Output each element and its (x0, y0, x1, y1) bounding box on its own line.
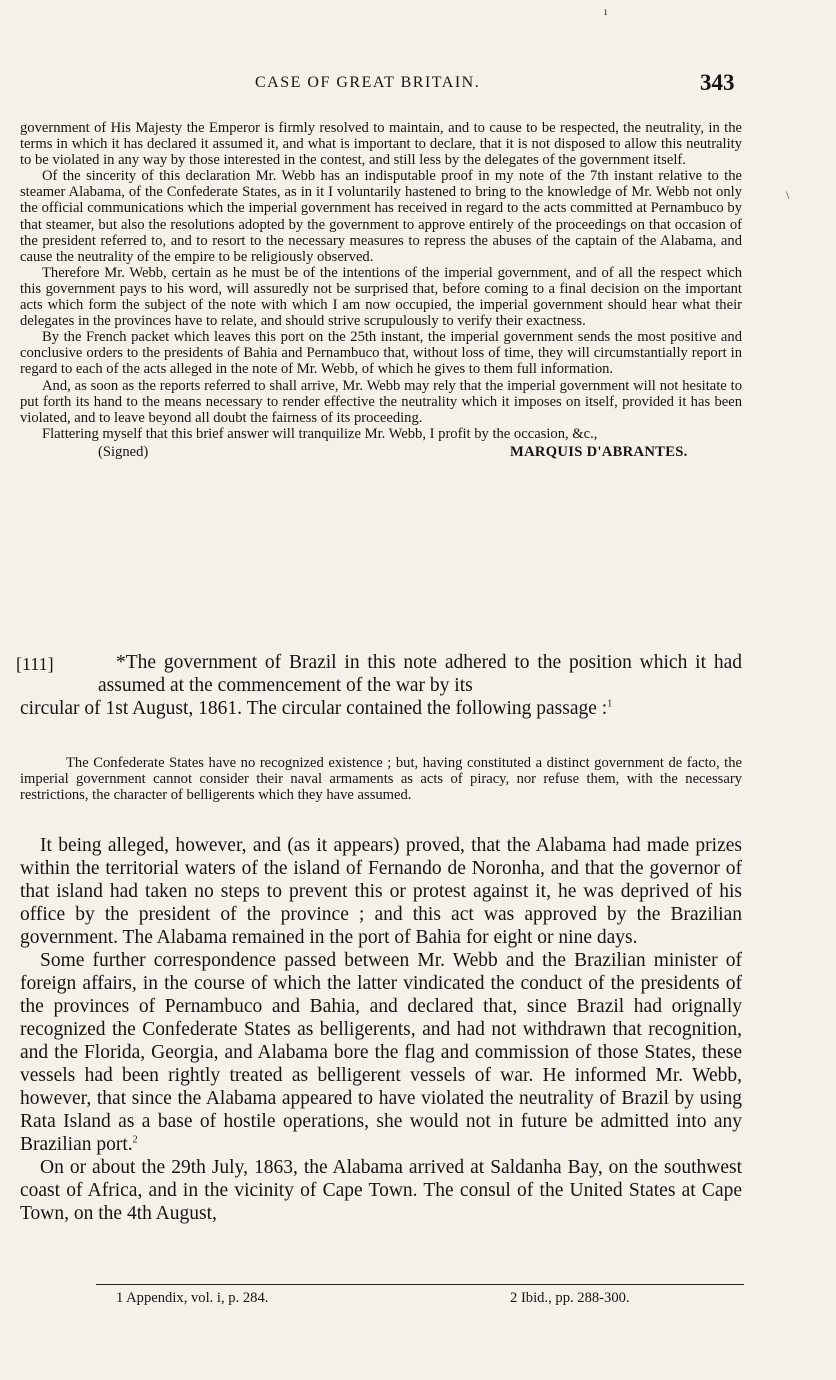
body-paragraph (20, 1156, 742, 1225)
footnote-2: 2 Ibid., pp. 288-300. (510, 1290, 630, 1306)
footnote-rule (96, 1284, 744, 1285)
letter-paragraph: Therefore Mr. Webb, certain as he must be of the intentions of the imperial government, and of all the respect which this government pays to his word, will assuredly not be surprised that, before coming to a final decision on the important acts which form the subject of the note with which I am now occupied, the imperial government should hear what their delegates in the provinces have to relate, and should strive scrupulously to verify their exactness. (20, 264, 742, 330)
section-opening: *The government of Brazil in this note adhered to the position which it had assumed at the commencement of the war by its (98, 652, 742, 696)
body-text (20, 834, 742, 1225)
running-head (0, 70, 836, 96)
footnotes (0, 1290, 836, 1310)
letter-paragraph: Flattering myself that this brief answer will tranquilize Mr. Webb, I profit by the occasion, &c., (42, 425, 598, 442)
letter-paragraph: government of His Majesty the Emperor is firmly resolved to maintain, and to cause to be respected, the neutrality, in the terms in which it has declared it assumed it, and what is important to declare, that it is not disposed to allow this neutrality to be violated in any way by those interested in the contest, and still less by the delegates of the government itself. (20, 120, 742, 169)
page-number: 343 (700, 70, 735, 95)
body-paragraph-text: Some further correspondence passed between Mr. Webb and the Brazilian minister of foreign affairs, in the course of which the latter vindicated the conduct of the presidents of the provinces of Pernambuco and Bahia, and declared that, since Brazil had orignally recognized the Confederate States as belligerents, and had not withdrawn that recognition, and the Florida, Georgia, and Alabama bore the flag and commission of those States, these vessels had been rightly treated as belligerent vessels of war. He informed Mr. Webb, however, that since the Alabama appeared to have violated the neutrality of Brazil by using Rata Island as a base of hostile operations, she would not in future be admitted into any Brazilian port. (20, 950, 742, 1155)
signature-line (20, 444, 742, 462)
signatory-name: MARQUIS D'ABRANTES. (510, 443, 688, 460)
body-paragraph-text: On or about the 29th July, 1863, the Alabama arrived at Saldanha Bay, on the southwest coast of Africa, and in the vicinity of Cape Town. The consul of the United States at Cape Town, on the 4th August, (20, 1157, 742, 1224)
body-paragraph (20, 834, 742, 949)
letter-text (20, 120, 742, 462)
margin-mark: ı (604, 4, 608, 18)
letter-paragraph: Of the sincerity of this declaration Mr. Webb has an indisputable proof in my note of the 7th instant relative to the steamer Alabama, of the Confederate States, as in it I voluntarily hastened to bring to the knowledge of Mr. Webb not only the official communications which the imperial government has received in regard to the acts committed at Pernambuco by that steamer, but also the resolutions adopted by the government to approve entirely of the proceedings on that occasion of the president referred to, and to resort to the necessary measures to repress the abuses of the captain of the Alabama, and cause the neutrality of the empire to be religiously observed. (20, 168, 742, 265)
section-marker: [111] (16, 654, 54, 674)
signed-label: (Signed) (98, 443, 149, 460)
section-continuation (20, 697, 742, 720)
letter-paragraph: By the French packet which leaves this port on the 25th instant, the imperial government sends the most positive and conclusive orders to the presidents of Bahia and Pernambuco that, without loss of time, they will circumstantially report in regard to each of the acts alleged in the note of Mr. Webb, of which he gives to them full information. (20, 329, 742, 378)
section-continuation-text: circular of 1st August, 1861. The circular contained the following passage : (20, 698, 608, 719)
body-paragraph-text: It being alleged, however, and (as it appears) proved, that the Alabama had made prizes within the territorial waters of the island of Fernando de Noronha, and that the governor of that island had taken no steps to prevent this or protest against it, he was deprived of his office by the president of the province ; and this act was approved by the Brazilian government. The Alabama remained in the port of Bahia for eight or nine days. (20, 835, 742, 948)
footnote-1: 1 Appendix, vol. i, p. 284. (116, 1290, 269, 1306)
running-title: CASE OF GREAT BRITAIN. (255, 74, 481, 91)
body-paragraph (20, 949, 742, 1156)
footnote-ref: 2 (132, 1134, 138, 1146)
margin-mark: \ (786, 188, 790, 202)
quoted-passage: The Confederate States have no recognized existence ; but, having constituted a distinct government de facto, the imperial government cannot consider their naval armaments as acts of piracy, nor refuse them, with the necessary restrictions, the character of belligerents which they have assumed. (20, 755, 742, 804)
footnote-ref: 1 (607, 698, 613, 710)
letter-paragraph: And, as soon as the reports referred to shall arrive, Mr. Webb may rely that the imperial government will not hesitate to put forth its hand to the means necessary to render effective the neutrality which it imposes on itself, provided it has been violated, and to leave beyond all doubt the fairness of its proceeding. (20, 377, 742, 426)
